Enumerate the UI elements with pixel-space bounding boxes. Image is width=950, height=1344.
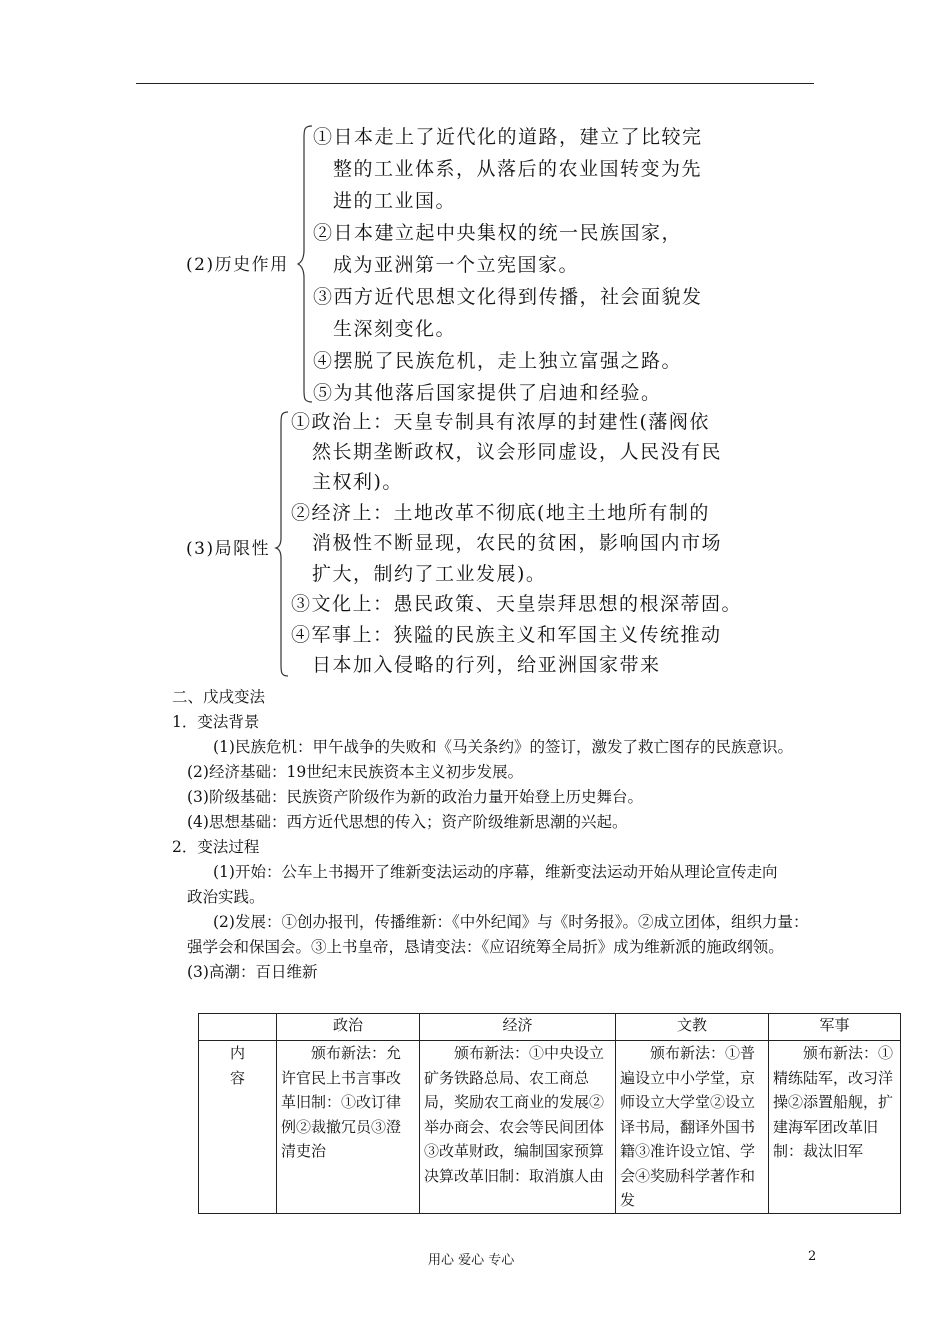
cell-military-text: 颁布新法：①精练陆军，改习洋操②添置船舰，扩建海军团改革旧制：裁汰旧军: [773, 1044, 894, 1160]
para-start-1: (1)开始：公车上书揭开了维新变法运动的序幕，维新变法运动开始从理论宣传走向: [213, 863, 778, 881]
heading-background: 1．变法背景: [172, 713, 260, 731]
table-header-cell: 经济: [420, 1014, 616, 1041]
heading-process: 2．变法过程: [172, 838, 260, 856]
sec3-brace: [274, 410, 290, 678]
table-cell-economy: [420, 1041, 616, 1214]
sec2-line-1: ①日本走上了近代化的道路，建立了比较完: [313, 126, 703, 148]
para-development-2: 强学会和保国会。③上书皇帝，恳请变法：《应诏统筹全局折》成为维新派的施政纲领。: [187, 938, 784, 956]
sec3-line-4: ②经济上：土地改革不彻底(地主土地所有制的: [291, 502, 710, 524]
table-header-cell: 文教: [616, 1014, 769, 1041]
table-cell-education: [616, 1041, 769, 1214]
table-cell-military: [769, 1041, 901, 1214]
sec2-line-8: ④摆脱了民族危机，走上独立富强之路。: [313, 350, 683, 372]
sec2-line-4: ②日本建立起中央集权的统一民族国家，: [313, 222, 683, 244]
sec3-line-3: 主权利)。: [312, 471, 403, 493]
sec3-line-9: 日本加入侵略的行列，给亚洲国家带来: [312, 654, 661, 676]
cell-economy-text: 颁布新法：①中央设立矿务铁路总局、农工商总局，奖励农工商业的发展②举办商会、农会等民间团体③改革财政，编制国家预算决算改革旧制：取消旗人由: [424, 1044, 605, 1185]
table-header-cell: [199, 1014, 277, 1041]
sec3-line-5: 消极性不断显现，农民的贫困，影响国内市场: [312, 532, 723, 554]
table-header-cell: 政治: [277, 1014, 420, 1041]
row-label-text: 内容: [229, 1044, 245, 1087]
sec3-line-2: 然长期垄断政权，议会形同虚设，人民没有民: [312, 441, 723, 463]
reform-table: [198, 1013, 901, 1214]
table-header-row: [199, 1014, 901, 1041]
para-climax: (3)高潮：百日维新: [187, 963, 318, 981]
sec2-line-3: 进的工业国。: [333, 190, 457, 212]
para-development-1: (2)发展：①创办报刊，传播维新：《中外纪闻》与《时务报》。②成立团体，组织力量：: [213, 913, 809, 931]
table-header-cell: 军事: [769, 1014, 901, 1041]
para-thought-basis: (4)思想基础：西方近代思想的传入；资产阶级维新思潮的兴起。: [187, 813, 628, 831]
sec3-label: (3)局限性: [186, 539, 271, 559]
cell-politics-text: 颁布新法：允许官民上书言事改革旧制：①改订律例②裁撤冗员③澄清吏治: [281, 1044, 402, 1160]
table-row: [199, 1041, 901, 1214]
para-class-basis: (3)阶级基础：民族资产阶级作为新的政治力量开始登上历史舞台。: [187, 788, 643, 806]
sec2-line-5: 成为亚洲第一个立宪国家。: [333, 254, 580, 276]
sec3-line-7: ③文化上：愚民政策、天皇崇拜思想的根深蒂固。: [291, 593, 743, 615]
sec2-line-2: 整的工业体系，从落后的农业国转变为先: [333, 158, 703, 180]
para-economic-basis: (2)经济基础：19世纪末民族资本主义初步发展。: [187, 763, 524, 781]
sec3-line-1: ①政治上：天皇专制具有浓厚的封建性(藩阀依: [291, 411, 710, 433]
sec2-line-7: 生深刻变化。: [333, 318, 457, 340]
sec2-label: (2)历史作用: [186, 255, 289, 275]
para-start-2: 政治实践。: [187, 888, 265, 906]
heading-wuxu: 二、戊戌变法: [172, 688, 266, 706]
para-national-crisis: (1)民族危机：甲午战争的失败和《马关条约》的签订，激发了救亡图存的民族意识。: [213, 738, 793, 756]
table-row-label: [199, 1041, 277, 1214]
sec3-line-6: 扩大，制约了工业发展)。: [312, 563, 547, 585]
cell-education-text: 颁布新法：①普遍设立中小学堂，京师设立大学堂②设立译书局，翻译外国书籍③准许设立馆、学会④奖励科学著作和发: [620, 1044, 756, 1209]
table-cell-politics: [277, 1041, 420, 1214]
page-number: 2: [808, 1249, 817, 1264]
sec3-line-8: ④军事上：狭隘的民族主义和军国主义传统推动: [291, 624, 722, 646]
sec2-line-9: ⑤为其他落后国家提供了启迪和经验。: [313, 382, 662, 404]
header-rule: [136, 83, 814, 84]
footer-motto: 用心 爱心 专心: [428, 1253, 515, 1268]
sec2-line-6: ③西方近代思想文化得到传播，社会面貌发: [313, 286, 703, 308]
